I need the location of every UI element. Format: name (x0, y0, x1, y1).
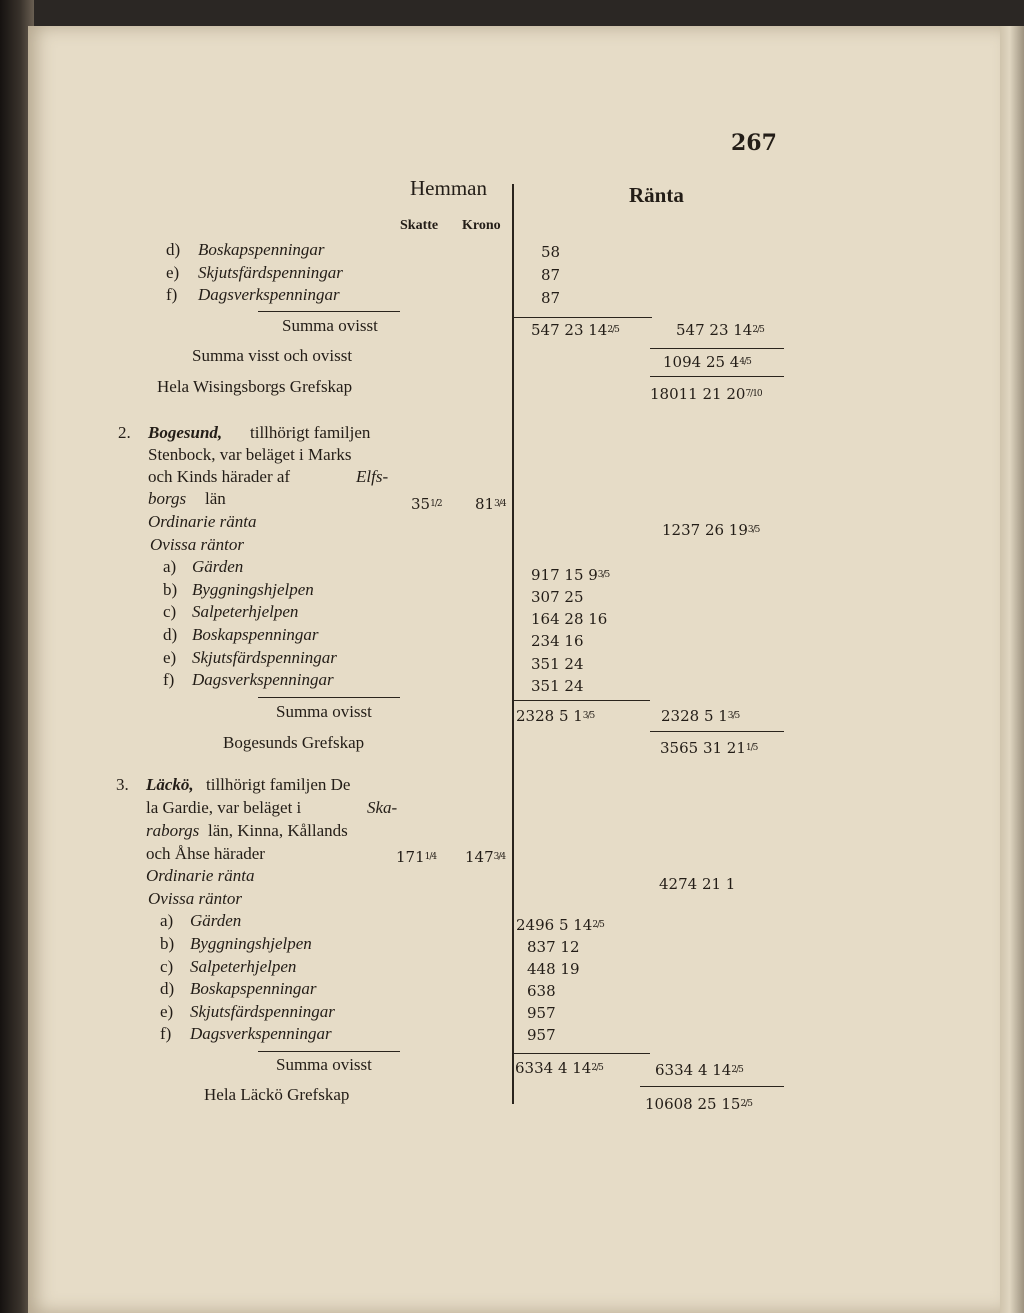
s3-item-b-name: Byggningshjelpen (190, 934, 312, 953)
s2-line3a: och Kinds härader af (148, 467, 291, 486)
s3-summa-right: 6334 4 $14^{2/5}$ (655, 1061, 743, 1079)
s3-hela-value: 10608 25 $15^{2/5}$ (645, 1095, 752, 1113)
s2-item-f-value: 351 24 (531, 677, 584, 695)
s2-summa-right: 2328 5 $1^{3/5}$ (661, 707, 740, 725)
s1-rule-right-1 (650, 348, 784, 349)
header-hemman: Hemman (410, 176, 487, 200)
s2-grefskap-value: 3565 31 $21^{1/5}$ (660, 739, 758, 757)
s2-summa-left: 2328 5 $1^{3/5}$ (516, 707, 595, 725)
s3-item-e-name: Skjutsfärdspenningar (190, 1002, 335, 1021)
page-number: 267 (731, 130, 777, 156)
s3-item-c-value: 448 19 (527, 960, 580, 978)
s2-line3b: Elfs- (356, 467, 389, 486)
s3-item-d-letter: d) (160, 979, 175, 998)
s1-item-e-letter: e) (166, 263, 180, 282)
s1-summa-visst-label: Summa visst och ovisst (192, 346, 353, 365)
s3-ordinarie-label: Ordinarie ränta (146, 866, 255, 885)
s1-hela-value: 18011 21 $20^{7/10}$ (650, 385, 762, 403)
s3-line3b: län, Kinna, Kållands (208, 821, 348, 840)
s1-rule-right-2 (650, 376, 784, 377)
header-skatte: Skatte (400, 218, 439, 233)
s3-title: Läckö, (146, 775, 194, 794)
s1-item-d-letter: d) (166, 240, 181, 259)
header-ranta: Ränta (629, 183, 684, 207)
s1-summa-visst-value: 1094 25 $4^{4/5}$ (663, 353, 751, 371)
s3-item-a-name: Gärden (190, 911, 242, 930)
s1-item-d-name: Boskapspenningar (198, 240, 325, 259)
s3-ovissa-label: Ovissa räntor (148, 889, 242, 908)
s2-ovissa-label: Ovissa räntor (150, 535, 244, 554)
s3-rule-left (258, 1051, 400, 1052)
s1-item-d-value: 58 (541, 243, 561, 261)
s2-number: 2. (118, 423, 131, 442)
s2-item-c-value: 164 28 16 (531, 610, 608, 628)
s3-item-d-name: Boskapspenningar (190, 979, 317, 998)
s1-item-f-name: Dagsverkspenningar (198, 285, 340, 304)
s3-line3a: raborgs (146, 821, 200, 840)
s2-rule-right (650, 731, 784, 732)
s3-item-c-name: Salpeterhjelpen (190, 957, 297, 976)
s2-item-f-letter: f) (163, 670, 175, 689)
s3-item-f-letter: f) (160, 1024, 172, 1043)
s3-item-a-letter: a) (160, 911, 174, 930)
s1-rule-left (258, 311, 400, 312)
s2-item-a-value: 917 15 $9^{3/5}$ (531, 566, 610, 584)
s3-skatte: $171^{1/4}$ (396, 848, 437, 866)
s3-ordinarie-value: 4274 21 1 (659, 875, 736, 893)
s3-item-f-value: 957 (527, 1026, 556, 1044)
s3-summa-label: Summa ovisst (276, 1055, 372, 1074)
s1-summa-ovisst-left: 547 23 $14^{2/5}$ (531, 321, 619, 339)
s3-summa-left: 6334 4 $14^{2/5}$ (515, 1059, 603, 1077)
s2-item-c-letter: c) (163, 602, 177, 621)
header-krono: Krono (462, 218, 501, 233)
s3-hela-label: Hela Läckö Grefskap (204, 1085, 350, 1104)
s3-krono: $147^{3/4}$ (465, 848, 506, 866)
s2-summa-label: Summa ovisst (276, 702, 372, 721)
s2-item-d-letter: d) (163, 625, 178, 644)
s3-item-a-value: 2496 5 $14^{2/5}$ (516, 916, 604, 934)
s1-summa-ovisst-label: Summa ovisst (282, 316, 378, 335)
column-divider (512, 184, 514, 1104)
s2-item-b-name: Byggningshjelpen (192, 580, 314, 599)
s1-summa-ovisst-right: 547 23 $14^{2/5}$ (676, 321, 764, 339)
s3-item-e-letter: e) (160, 1002, 174, 1021)
s2-grefskap-label: Bogesunds Grefskap (223, 733, 365, 752)
s3-line2a: la Gardie, var beläget i (146, 798, 302, 817)
s2-skatte: $35^{1/2}$ (411, 495, 442, 513)
s2-item-a-letter: a) (163, 557, 177, 576)
s3-item-d-value: 638 (527, 982, 556, 1000)
s3-rule-right (640, 1086, 784, 1087)
s2-ordinarie-value: 1237 26 $19^{3/5}$ (662, 521, 760, 539)
s2-line1-rest: tillhörigt familjen (250, 423, 371, 442)
page-edge (1000, 26, 1024, 1313)
s3-item-b-value: 837 12 (527, 938, 580, 956)
s2-line4b: län (205, 489, 226, 508)
s2-item-b-value: 307 25 (531, 588, 584, 606)
s1-rule-mid (512, 317, 652, 318)
s3-line1-rest: tillhörigt familjen De (206, 775, 351, 794)
s1-item-e-value: 87 (541, 266, 561, 284)
s2-item-e-value: 351 24 (531, 655, 584, 673)
s2-line4a: borgs (148, 489, 187, 508)
s3-item-c-letter: c) (160, 957, 174, 976)
s2-item-e-name: Skjutsfärdspenningar (192, 648, 337, 667)
s2-ordinarie-label: Ordinarie ränta (148, 512, 257, 531)
s3-number: 3. (116, 775, 129, 794)
s3-line2b: Ska- (367, 798, 398, 817)
s2-title: Bogesund, (148, 423, 223, 442)
s2-rule-mid (512, 700, 650, 701)
s2-item-c-name: Salpeterhjelpen (192, 602, 299, 621)
s1-item-f-letter: f) (166, 285, 178, 304)
s3-line4: och Åhse härader (146, 844, 265, 863)
s2-krono: $81^{3/4}$ (475, 495, 506, 513)
s2-item-d-value: 234 16 (531, 632, 584, 650)
s3-item-b-letter: b) (160, 934, 175, 953)
s3-rule-mid (512, 1053, 650, 1054)
s2-item-b-letter: b) (163, 580, 178, 599)
s1-hela-label: Hela Wisingsborgs Grefskap (157, 377, 353, 396)
s2-item-e-letter: e) (163, 648, 177, 667)
s2-line2: Stenbock, var beläget i Marks (148, 445, 352, 464)
s2-item-f-name: Dagsverkspenningar (192, 670, 334, 689)
s2-item-a-name: Gärden (192, 557, 244, 576)
s2-rule-left (258, 697, 400, 698)
s2-item-d-name: Boskapspenningar (192, 625, 319, 644)
s1-item-e-name: Skjutsfärdspenningar (198, 263, 343, 282)
book-page (28, 26, 1004, 1313)
s3-item-f-name: Dagsverkspenningar (190, 1024, 332, 1043)
s1-item-f-value: 87 (541, 289, 561, 307)
s3-item-e-value: 957 (527, 1004, 556, 1022)
